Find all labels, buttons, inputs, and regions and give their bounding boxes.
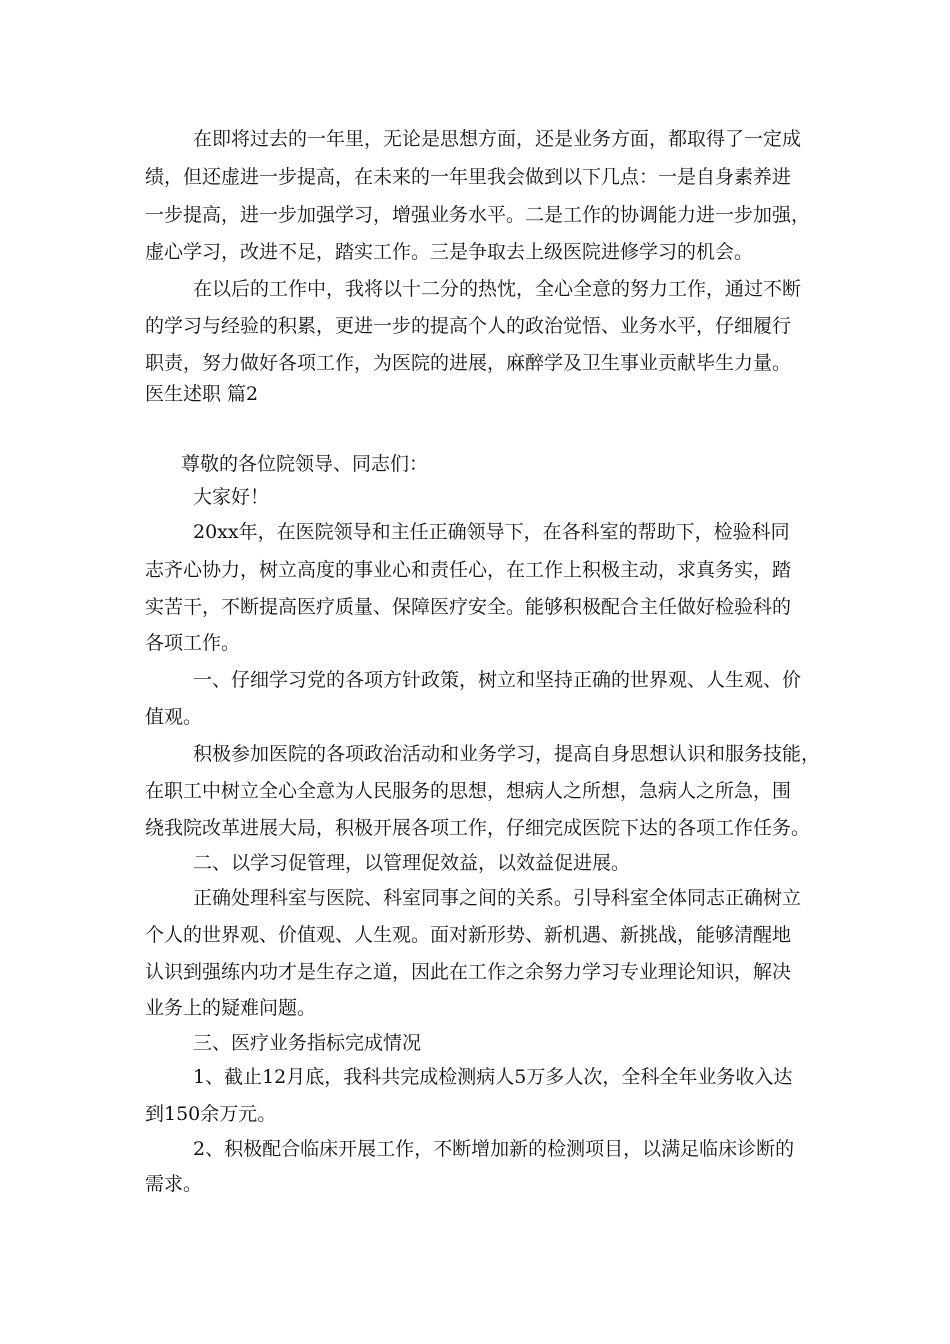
section-title: 医生述职 篇2 [145, 383, 259, 405]
text-line: 积极参加医院的各项政治活动和业务学习，提高自身思想认识和服务技能， [193, 743, 821, 765]
text-line: 业务上的疑难问题。 [145, 997, 317, 1019]
text-line: 的学习与经验的积累，更进一步的提高个人的政治觉悟、业务水平，仔细履行 [145, 315, 792, 337]
text-line: 各项工作。 [145, 632, 241, 654]
greeting: 大家好！ [193, 486, 270, 508]
text-line: 绕我院改革进展大局，积极开展各项工作，仔细完成医院下达的各项工作任务。 [145, 817, 811, 839]
text-line: 认识到强练内功才是生存之道，因此在工作之余努力学习专业理论知识，解决 [145, 961, 792, 983]
salutation: 尊敬的各位院领导、同志们： [181, 453, 429, 475]
text-line: 虚心学习，改进不足，踏实工作。三是争取去上级医院进修学习的机会。 [145, 241, 754, 263]
text-line: 1、截止12月底，我科共完成检测病人5万多人次，全科全年业务收入达 [193, 1066, 793, 1088]
text-line: 个人的世界观、价值观、人生观。面对新形势、新机遇、新挑战，能够清醒地 [145, 924, 792, 946]
text-line: 职责，努力做好各项工作，为医院的进展，麻醉学及卫生事业贡献毕生力量。 [145, 352, 792, 374]
text-line: 三、医疗业务指标完成情况 [193, 1032, 422, 1054]
text-line: 在以后的工作中，我将以十二分的热忱，全心全意的努力工作，通过不断 [193, 278, 802, 300]
text-line: 二、以学习促管理，以管理促效益，以效益促进展。 [193, 852, 631, 874]
text-line: 需求。 [145, 1173, 203, 1195]
text-line: 一步提高，进一步加强学习，增强业务水平。二是工作的协调能力进一步加强， [145, 204, 811, 226]
text-line: 绩，但还虚进一步提高，在未来的一年里我会做到以下几点：一是自身素养进 [145, 166, 792, 188]
text-line: 值观。 [145, 706, 203, 728]
text-line: 在即将过去的一年里，无论是思想方面，还是业务方面，都取得了一定成 [193, 128, 802, 150]
text-line: 到150余万元。 [145, 1103, 277, 1125]
text-line: 正确处理科室与医院、科室同事之间的关系。引导科室全体同志正确树立 [193, 887, 802, 909]
text-line: 2、积极配合临床开展工作，不断增加新的检测项目，以满足临床诊断的 [193, 1138, 795, 1160]
text-line: 实苦干，不断提高医疗质量、保障医疗安全。能够积极配合主任做好检验科的 [145, 596, 792, 618]
text-line: 在职工中树立全心全意为人民服务的思想，想病人之所想，急病人之所急，围 [145, 780, 792, 802]
text-line: 20xx年，在医院领导和主任正确领导下，在各科室的帮助下，检验科同 [193, 521, 790, 543]
text-line: 志齐心协力，树立高度的事业心和责任心，在工作上积极主动，求真务实，踏 [145, 559, 792, 581]
text-line: 一、仔细学习党的各项方针政策，树立和坚持正确的世界观、人生观、价 [193, 669, 802, 691]
